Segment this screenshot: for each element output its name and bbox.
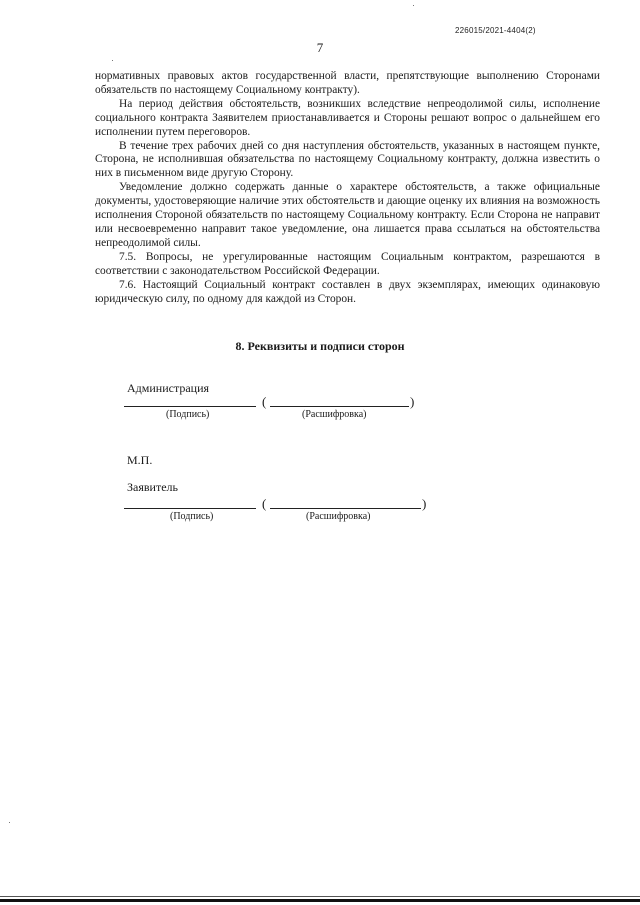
administration-label: Администрация [127,381,210,395]
paragraph: В течение трех рабочих дней со дня наступления обстоятельств, указанных в настоящем пункте, Сторона, не исполнившая обязательства по настоящему Социальному контракту, должна известить о них в письменном виде другую Сторону. [95,139,600,180]
paragraph: Уведомление должно содержать данные о характере обстоятельств, а также официальные документы, удостоверяющие наличие этих обстоятельств и дающие оценку их влияния на возможность исполнения Стороной обязательств по настоящему Социальному контракту. Если Сторона не направит или несвоевременно направит такое уведомление, она лишается права ссылаться на обстоятельства непреодолимой силы. [95,181,600,249]
administration-decryption-caption: (Расшифровка) [302,409,367,420]
document-body [95,70,600,306]
applicant-close-paren: ) [422,496,427,511]
applicant-open-paren: ( [262,496,267,511]
applicant-signature-caption: (Подпись) [170,511,214,522]
applicant-signature-line [124,508,256,509]
scan-edge-line [0,896,640,897]
paragraph: На период действия обстоятельств, возникших вследствие непреодолимой силы, исполнение социального контракта Заявителем приостанавливается и Стороны решают вопрос о дальнейшем его исполнении путем переговоров. [95,97,600,138]
administration-close-paren: ) [410,394,415,409]
paragraph: 7.5. Вопросы, не урегулированные настоящим Социальным контрактом, разрешаются в соответствии с законодательством Российской Федерации. [95,250,600,277]
stamp-label: М.П. [127,453,153,467]
applicant-label: Заявитель [127,480,178,494]
scan-bottom-border [0,899,640,902]
scan-speck [9,822,10,823]
paragraph: нормативных правовых актов государственной власти, препятствующие выполнению Сторонами обязательств по настоящему Социальному контракту). [95,70,600,96]
administration-decryption-line [270,406,409,407]
administration-signature-line [124,406,256,407]
applicant-decryption-line [270,508,421,509]
administration-signature-caption: (Подпись) [166,409,210,420]
scan-speck [413,5,414,6]
section-title: 8. Реквизиты и подписи сторон [235,339,405,353]
scan-speck [112,60,113,61]
page-number: 7 [316,40,324,55]
administration-open-paren: ( [262,394,267,409]
applicant-decryption-caption: (Расшифровка) [306,511,371,522]
paragraph: 7.6. Настоящий Социальный контракт составлен в двух экземплярах, имеющих одинаковую юридическую силу, по одному для каждой из Сторон. [95,278,600,305]
document-id: 226015/2021-4404(2) [455,26,536,35]
